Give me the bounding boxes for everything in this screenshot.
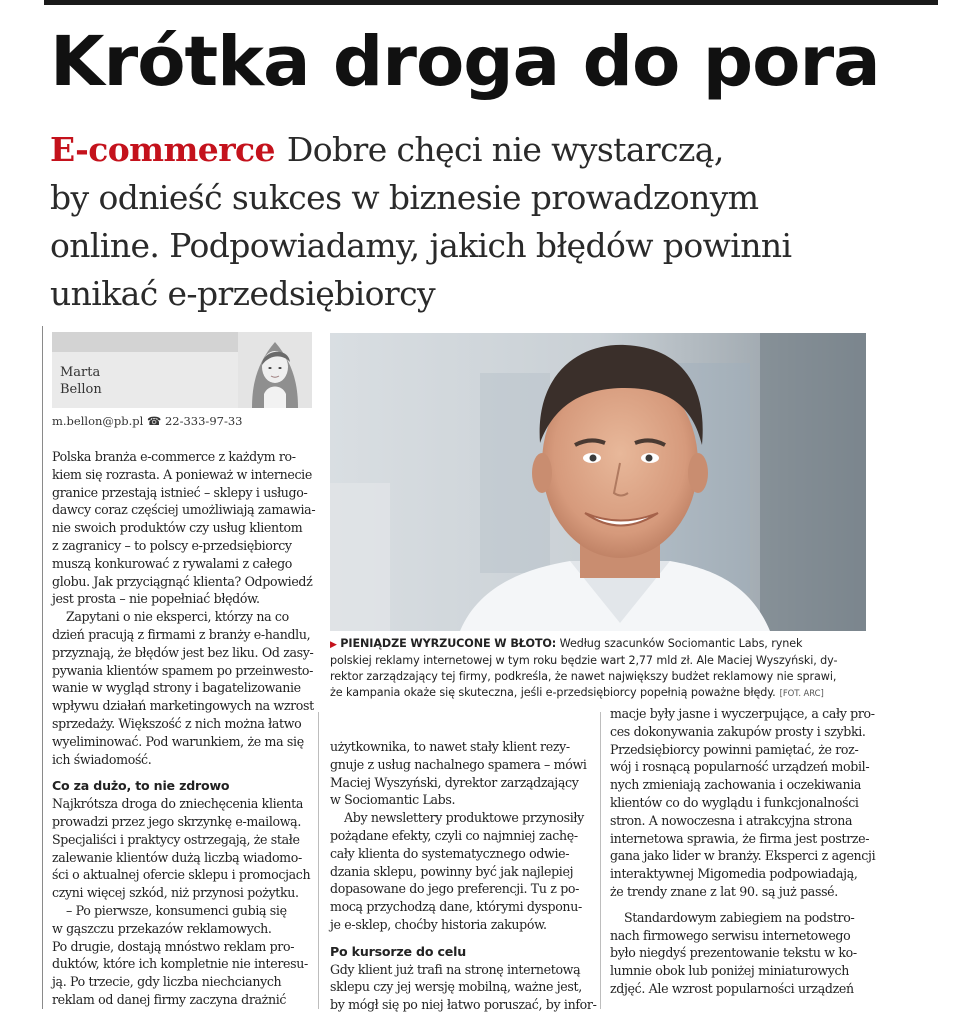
text-line: wyeliminować. Pod warunkiem, że ma się xyxy=(52,733,304,749)
text-line: Zapytani o nie eksperci, którzy na co xyxy=(66,609,289,625)
author-name: Marta Bellon xyxy=(60,365,102,397)
caption-line-3: rektor zarządzający tej firmy, podkreśla, że nawet największy budżet reklamowy nie sprawi, xyxy=(330,670,837,683)
text-line: ją. Po trzecie, gdy liczba niechcianych xyxy=(52,974,282,990)
text-line: mocą przychodzą dane, którymi dysponu- xyxy=(330,899,582,915)
text-line: użytkownika, to nawet stały klient rezy- xyxy=(330,739,570,754)
caption-title: PIENIĄDZE WYRZUCONE W BŁOTO: xyxy=(340,637,557,650)
text-line: by mógł się po niej łatwo poruszać, by infor- xyxy=(330,997,597,1013)
text-line: stron. A nowoczesna i atrakcyjna strona xyxy=(610,812,853,828)
photo-credit: [FOT. ARC] xyxy=(779,689,824,699)
column-rule xyxy=(318,712,319,1009)
text-line: pożądane efekty, czyli co najmniej zachę- xyxy=(330,827,578,843)
article-column-2 xyxy=(330,738,597,1014)
text-line: przyznają, że błędów jest bez liku. Od zasy- xyxy=(52,644,314,660)
text-line: gana jako lider w branży. Eksperci z agencji xyxy=(610,848,876,864)
text-line: lumnie obok lub poniżej miniaturowych xyxy=(610,963,850,979)
text-line: ich świadomość. xyxy=(52,751,152,767)
text-line: kiem się rozrasta. A ponieważ w internecie xyxy=(52,466,312,482)
text-line: globu. Jak przyciągnąć klienta? Odpowiedź xyxy=(52,573,313,589)
text-line: wój i rosnącą popularność urządzeń mobil- xyxy=(610,759,870,775)
article-column-3 xyxy=(610,705,876,998)
section-kicker: E-commerce xyxy=(50,130,275,169)
text-line: Polska branża e-commerce z każdym ro- xyxy=(52,449,296,464)
text-line: wpływu działań marketingowych na wzrost xyxy=(52,698,314,714)
text-line: gnuje z usług nachalnego spamera – mówi xyxy=(330,756,587,772)
text-line: Maciej Wyszyński, dyrektor zarządzający xyxy=(330,774,579,790)
author-photo xyxy=(238,332,312,408)
text-line: sklepu czy jej wersję mobilną, ważne jest, xyxy=(330,979,582,995)
text-line: Specjaliści i praktycy ostrzegają, że stałe xyxy=(52,831,300,847)
text-line: Standardowym zabiegiem na podstro- xyxy=(624,909,855,925)
text-line: nie swoich produktów czy usług klientom xyxy=(52,520,303,536)
text-line: Najkrótsza droga do zniechęcenia klienta xyxy=(52,796,304,812)
text-line: Przedsiębiorcy powinni pamiętać, że roz- xyxy=(610,741,859,757)
text-line: że trendy znane z lat 90. są już passé. xyxy=(610,883,838,899)
text-line: z zagranicy – to polscy e-przedsiębiorcy xyxy=(52,537,292,553)
text-line: duktów, które ich kompletnie nie interesu- xyxy=(52,956,308,972)
text-line: było niegdyś prezentowanie tekstu w ko- xyxy=(610,945,857,961)
lead-line-4: unikać e-przedsiębiorcy xyxy=(50,274,435,313)
lead-line-1: E-commerce Dobre chęci nie wystarczą, xyxy=(50,130,724,169)
text-line: Gdy klient już trafi na stronę internetową xyxy=(330,961,581,977)
article-column-1 xyxy=(52,448,314,1009)
text-line: Po drugie, dostają mnóstwo reklam pro- xyxy=(52,938,295,954)
author-contact: m.bellon@pb.pl ☎ 22-333-97-33 xyxy=(52,414,243,428)
text-line: macje były jasne i wyczerpujące, a cały pro- xyxy=(610,706,875,721)
subheading: Po kursorze do celu xyxy=(330,943,466,959)
text-line: muszą konkurować z rywalami z całego xyxy=(52,555,293,571)
lead-paragraph xyxy=(50,126,930,318)
text-line: jest prosta – nie popełniać błędów. xyxy=(52,591,260,607)
text-line: je e-sklep, choćby historia zakupów. xyxy=(330,916,547,932)
text-line: nach firmowego serwisu internetowego xyxy=(610,927,851,943)
lead-line-3: online. Podpowiadamy, jakich błędów powinni xyxy=(50,226,792,265)
text-line: ści o aktualnej ofercie sklepu i promocjach xyxy=(52,867,311,883)
text-line: klientów co do wyglądu i funkcjonalności xyxy=(610,794,859,810)
text-line: interaktywnej Migomedia podpowiadają, xyxy=(610,866,858,882)
text-line: granice przestają istnieć – sklepy i usługo- xyxy=(52,484,308,500)
left-rule xyxy=(42,326,43,1009)
photo-caption xyxy=(330,636,870,702)
caption-line-1: ▶ PIENIĄDZE WYRZUCONE W BŁOTO: Według szacunków Sociomantic Labs, rynek xyxy=(330,637,803,650)
caption-line-2: polskiej reklamy internetowej w tym roku będzie wart 2,77 mld zł. Ale Maciej Wyszyński, dy- xyxy=(330,654,838,667)
text-line: w Sociomantic Labs. xyxy=(330,792,456,808)
text-line: wanie w wygląd strony i bagatelizowanie xyxy=(52,680,301,696)
triangle-marker-icon: ▶ xyxy=(330,640,337,650)
text-line: cały klienta do systematycznego odwie- xyxy=(330,845,570,861)
top-rule xyxy=(44,0,938,5)
text-line: zalewanie klientów dużą liczbą wiadomo- xyxy=(52,849,302,865)
text-line: dopasowane do jego preferencji. Tu z po- xyxy=(330,881,580,897)
text-line: sprzedaży. Większość z nich można łatwo xyxy=(52,715,302,731)
text-line: – Po pierwsze, konsumenci gubią się xyxy=(66,902,287,918)
text-line: nych zmieniają zachowania i oczekiwania xyxy=(610,777,862,793)
text-line: Aby newslettery produktowe przynosiły xyxy=(344,810,584,826)
text-line: dzień pracują z firmami z branży e-handlu, xyxy=(52,626,311,642)
text-line: ces dokonywania zakupów prosty i szybki. xyxy=(610,723,866,739)
text-line: prowadzi przez jego skrzynkę e-mailową. xyxy=(52,813,301,829)
text-line: czyni więcej szkód, niż przynosi pożytku. xyxy=(52,885,299,901)
text-line: w gąszczu przekazów reklamowych. xyxy=(52,920,272,936)
text-line: internetowa sprawia, że firma jest postrze- xyxy=(610,830,870,846)
column-rule xyxy=(600,712,601,1009)
text-line: dawcy coraz częściej umożliwiają zamawia- xyxy=(52,502,316,518)
portrait-photo xyxy=(330,333,866,631)
text-line: pywania klientów spamem po przeinwesto- xyxy=(52,662,314,678)
author-box xyxy=(52,332,312,408)
caption-line-4: że kampania okaże się skuteczna, jeśli e-przedsiębiorcy popełnią poważne błędy. [FOT. ARC] xyxy=(330,686,824,699)
headline: Krótka droga do pora xyxy=(50,22,880,102)
subheading: Co za dużo, to nie zdrowo xyxy=(52,778,230,794)
lead-line-2: by odnieść sukces w biznesie prowadzonym xyxy=(50,178,759,217)
text-line: zdjęć. Ale wzrost popularności urządzeń xyxy=(610,980,854,996)
text-line: dzania sklepu, powinny być jak najlepiej xyxy=(330,863,574,879)
text-line: reklam od danej firmy zaczyna drażnić xyxy=(52,991,287,1007)
